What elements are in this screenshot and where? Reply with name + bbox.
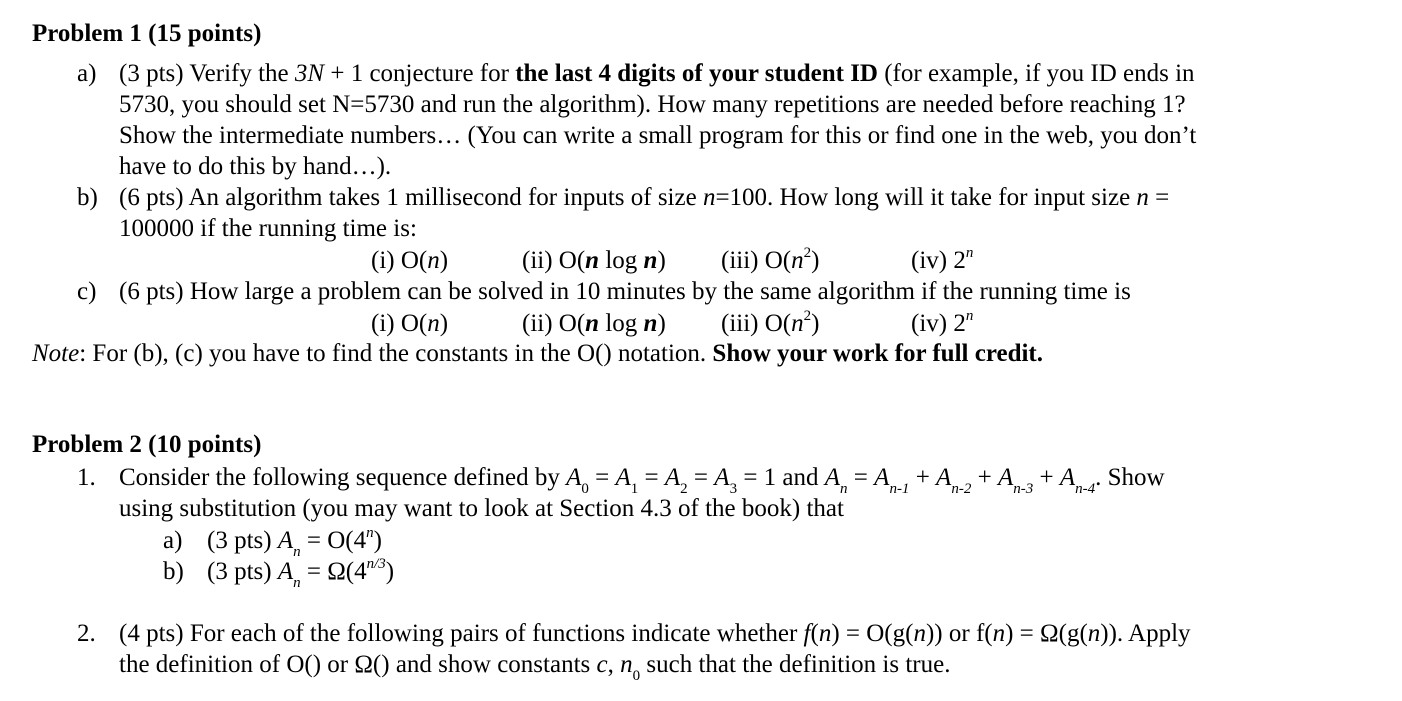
part-a-line-1: (3 pts) Verify the 3N + 1 conjecture for the last 4 digits of your student ID (for example, if you ID ends in [119, 60, 1195, 87]
item-1-line-1: Consider the following sequence defined by $A_0 = A_1 = A_2 = A_3 = 1$ and $A_n = A_{n-1} + A_{n-2} + A_{n-3} + A_{n-4}$. Show [119, 464, 1165, 497]
part-c-text: (6 pts) How large a problem can be solved in 10 minutes by the same algorithm if the running time is [119, 278, 1131, 305]
item-1-label: 1. [77, 464, 96, 491]
item-1b-label: b) [163, 558, 184, 585]
item-1-line-2: using substitution (you may want to look at Section 4.3 of the book) that [119, 495, 844, 522]
part-b-line-2: 100000 if the running time is: [119, 215, 417, 242]
part-c-label: c) [77, 278, 97, 305]
option-iv-b: (iv) 2$^n$ [911, 244, 974, 274]
part-b-line-1: (6 pts) An algorithm takes 1 millisecond for inputs of size n=100. How long will it take for input size n = [119, 184, 1170, 211]
part-b-label: b) [77, 184, 98, 211]
part-a-line-4: have to do this by hand…). [119, 153, 392, 180]
option-iii-c: (iii) $O(n^2)$ [721, 307, 820, 337]
item-2-line-2: the definition of O() or Ω() and show constants c, $n_0$ such that the definition is true. [119, 651, 951, 684]
item-2-label: 2. [77, 620, 96, 647]
option-iii-b: (iii) $O(n^2)$ [721, 244, 820, 274]
part-b-text [119, 182, 1169, 244]
option-ii-c: (ii) O(n log n) [522, 310, 666, 337]
item-2-line-1: (4 pts) For each of the following pairs of functions indicate whether f(n) = O(g(n)) or f(n) = Ω(g(n)). Apply [119, 620, 1191, 647]
part-a-text [119, 58, 1196, 182]
part-a-label: a) [77, 60, 97, 87]
option-ii-b: (ii) O(n log n) [522, 247, 666, 274]
option-i-c: (i) O(n) [371, 310, 449, 337]
problem-2-title: Problem 2 (10 points) [32, 431, 262, 458]
item-1a-text: (3 pts) $A_n = O(4^n)$ [207, 524, 382, 560]
option-iv-c: (iv) 2$^n$ [911, 307, 974, 337]
problem-1-title: Problem 1 (15 points) [32, 20, 262, 47]
part-a-bold-emphasis: the last 4 digits of your student ID [515, 60, 878, 87]
item-1-text [119, 462, 1165, 524]
item-1a-label: a) [163, 527, 183, 554]
note-line: Note: For (b), (c) you have to find the constants in the O() notation. Show your work for full credit. [32, 340, 1043, 367]
part-a-line-2: 5730, you should set N=5730 and run the algorithm). How many repetitions are needed before reaching 1? [119, 91, 1186, 118]
option-i-b: (i) O(n) [371, 247, 449, 274]
item-1b-text: (3 pts) $A_n = \Omega(4^{n/3})$ [207, 555, 395, 591]
note-bold: Show your work for full credit. [712, 340, 1043, 367]
part-a-line-3: Show the intermediate numbers… (You can write a small program for this or find one in the web, you don’t [119, 122, 1197, 149]
item-2-text [119, 618, 1191, 684]
note-label: Note [32, 340, 80, 367]
